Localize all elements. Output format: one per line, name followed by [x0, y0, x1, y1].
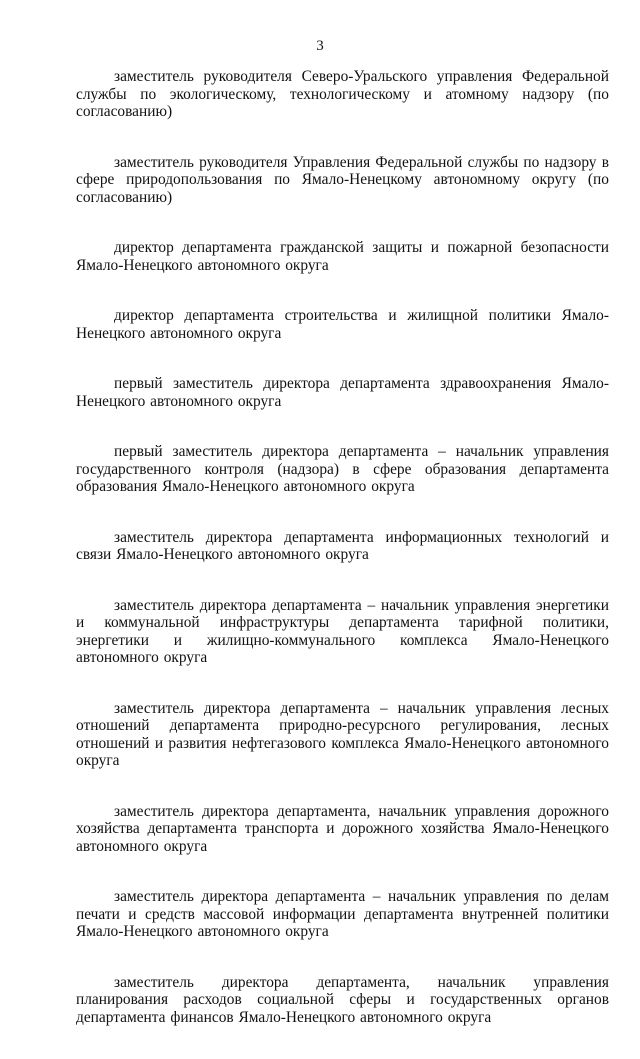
- page-number: 3: [316, 38, 324, 54]
- member-entry-11: заместитель директора департамента – начальник управления по делам печати и средств массовой информации департамента внутренней политики Ямало-Ненецкого автономного округа: [76, 888, 609, 940]
- member-list: [76, 68, 609, 1059]
- member-entry-1: заместитель руководителя Северо-Уральского управления Федеральной службы по экологическому, технологическому и атомному надзору (по согласованию): [76, 68, 609, 120]
- member-entry-4: директор департамента строительства и жилищной политики Ямало-Ненецкого автономного округа: [76, 307, 609, 342]
- member-entry-6: первый заместитель директора департамента – начальник управления государственного контроля (надзора) в сфере образования департамента образования Ямало-Ненецкого автономного округа: [76, 443, 609, 495]
- member-entry-2: заместитель руководителя Управления Федеральной службы по надзору в сфере природопользования по Ямало-Ненецкому автономному округу (по согласованию): [76, 153, 609, 206]
- member-entry-8: заместитель директора департамента – начальник управления энергетики и коммунальной инфраструктуры департамента тарифной политики, энергетики и жилищно-коммунального комплекса Ямало-Ненецкого автономного округа: [76, 596, 609, 666]
- member-entry-12: заместитель директора департамента, начальник управления планирования расходов социальной сферы и государственных органов департамента финансов Ямало-Ненецкого автономного округа: [76, 973, 609, 1026]
- member-entry-5: первый заместитель директора департамента здравоохранения Ямало-Ненецкого автономного округа: [76, 375, 609, 410]
- member-entry-9: заместитель директора департамента – начальник управления лесных отношений департамента природно-ресурсного регулирования, лесных отношений и развития нефтегазового комплекса Ямало-Ненецкого автономного округа: [76, 699, 609, 769]
- member-entry-10: заместитель директора департамента, начальник управления дорожного хозяйства департамента транспорта и дорожного хозяйства Ямало-Ненецкого автономного округа: [76, 802, 609, 855]
- member-entry-3: директор департамента гражданской защиты и пожарной безопасности Ямало-Ненецкого автономного округа: [76, 239, 609, 274]
- member-entry-7: заместитель директора департамента информационных технологий и связи Ямало-Ненецкого автономного округа: [76, 528, 609, 563]
